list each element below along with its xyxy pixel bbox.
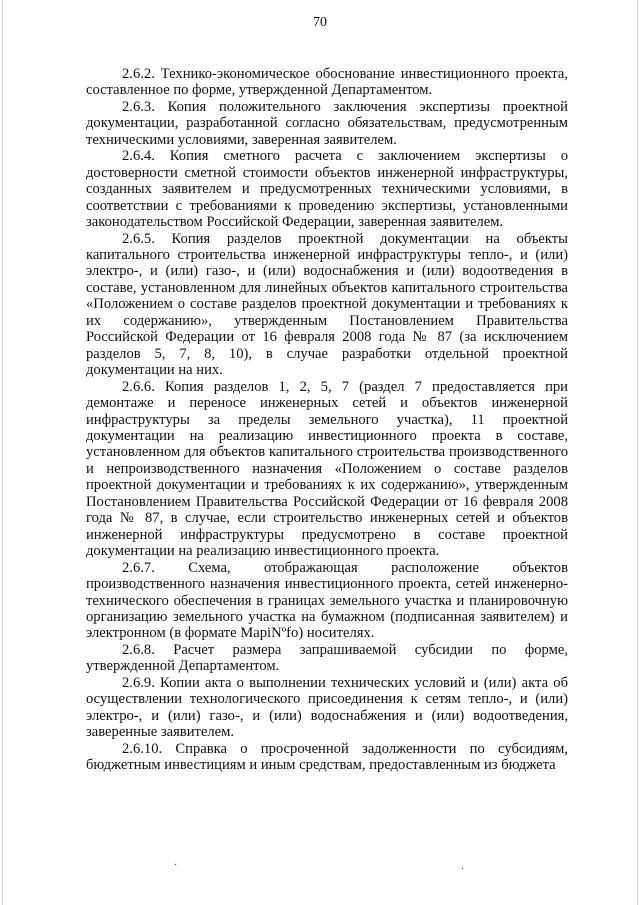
paragraph-2-6-8: 2.6.8. Расчет размера запрашиваемой субсидии по форме, утвержденной Департаментом. [86, 641, 568, 675]
page-number: 70 [313, 15, 327, 30]
paragraph-2-6-3: 2.6.3. Копия положительного заключения экспертизы проектной документации, разработанной согласно обязательствам, предусмотренным техническими условиями, заверенная заявителем. [86, 98, 568, 148]
paragraph-2-6-2: 2.6.2. Технико-экономическое обоснование инвестиционного проекта, составленное по форме, утвержденной Департаментом. [86, 66, 568, 99]
scan-mark-right: · [461, 864, 465, 875]
paragraph-2-6-7: 2.6.7. Схема, отображающая расположение объектов производственного назначения инвестиционного проекта, сетей инженерно-технического обеспечения в границах земельного участка и планировочную организацию земельного участка на бумажном (подписанная заявителем) и электронном (в формате MapiNºfo) носителях. [86, 559, 568, 642]
paragraph-2-6-4: 2.6.4. Копия сметного расчета с заключением экспертизы о достоверности сметной стоимости объектов инженерной инфраструктуры, созданных заявителем и предусмотренных техническими условиями, в соответствии с требованиями к проведению экспертизы, установленными законодательством Российской Федерации, заверенная заявителем. [86, 148, 568, 231]
scan-edge-left [2, 0, 3, 905]
paragraph-2-6-6: 2.6.6. Копия разделов 1, 2, 5, 7 (раздел 7 предоставляется при демонтаже и переносе инженерных сетей и объектов инженерной инфраструктуры за пределы земельного участка), 11 проектной документации на реализацию инвестиционного проекта в составе, установленном для объектов капитального строительства производственного и непроизводственного назначения «Положением о составе разделов проектной документации и требованиях к их содержанию», утвержденным Постановлением Правительства Российской Федерации от 16 февраля 2008 года № 87, в случае, если строительство инженерных сетей и объектов инженерной инфраструктуры предусмотрено в составе проектной документации на реализацию инвестиционного проекта. [86, 378, 568, 560]
paragraph-2-6-10: 2.6.10. Справка о просроченной задолженности по субсидиям, бюджетным инвестициям и иным средствам, предоставленным из бюджета [86, 740, 568, 774]
paragraph-2-6-9: 2.6.9. Копии акта о выполнении технических условий и (или) акта об осуществлении технологического присоединения к сетям тепло-, и (или) электро-, и (или) газо-, и (или) водоснабжения и (или) водоотведения, заверенные заявителем. [86, 674, 568, 741]
scan-edge-right [637, 0, 638, 905]
document-body [86, 66, 568, 773]
scan-mark-left: · [174, 860, 178, 871]
paragraph-2-6-5: 2.6.5. Копия разделов проектной документации на объекты капитального строительства инженерной инфраструктуры тепло-, и (или) электро-, и (или) газо-, и (или) водоснабжения и (или) водоотведения в составе, установленном для линейных объектов капитального строительства «Положением о составе разделов проектной документации и требованиях к их содержанию», утвержденным Постановлением Правительства Российской Федерации от 16 февраля 2008 года № 87 (за исключением разделов 5, 7, 8, 10), в случае разработки отдельной проектной документации на них. [86, 230, 568, 379]
